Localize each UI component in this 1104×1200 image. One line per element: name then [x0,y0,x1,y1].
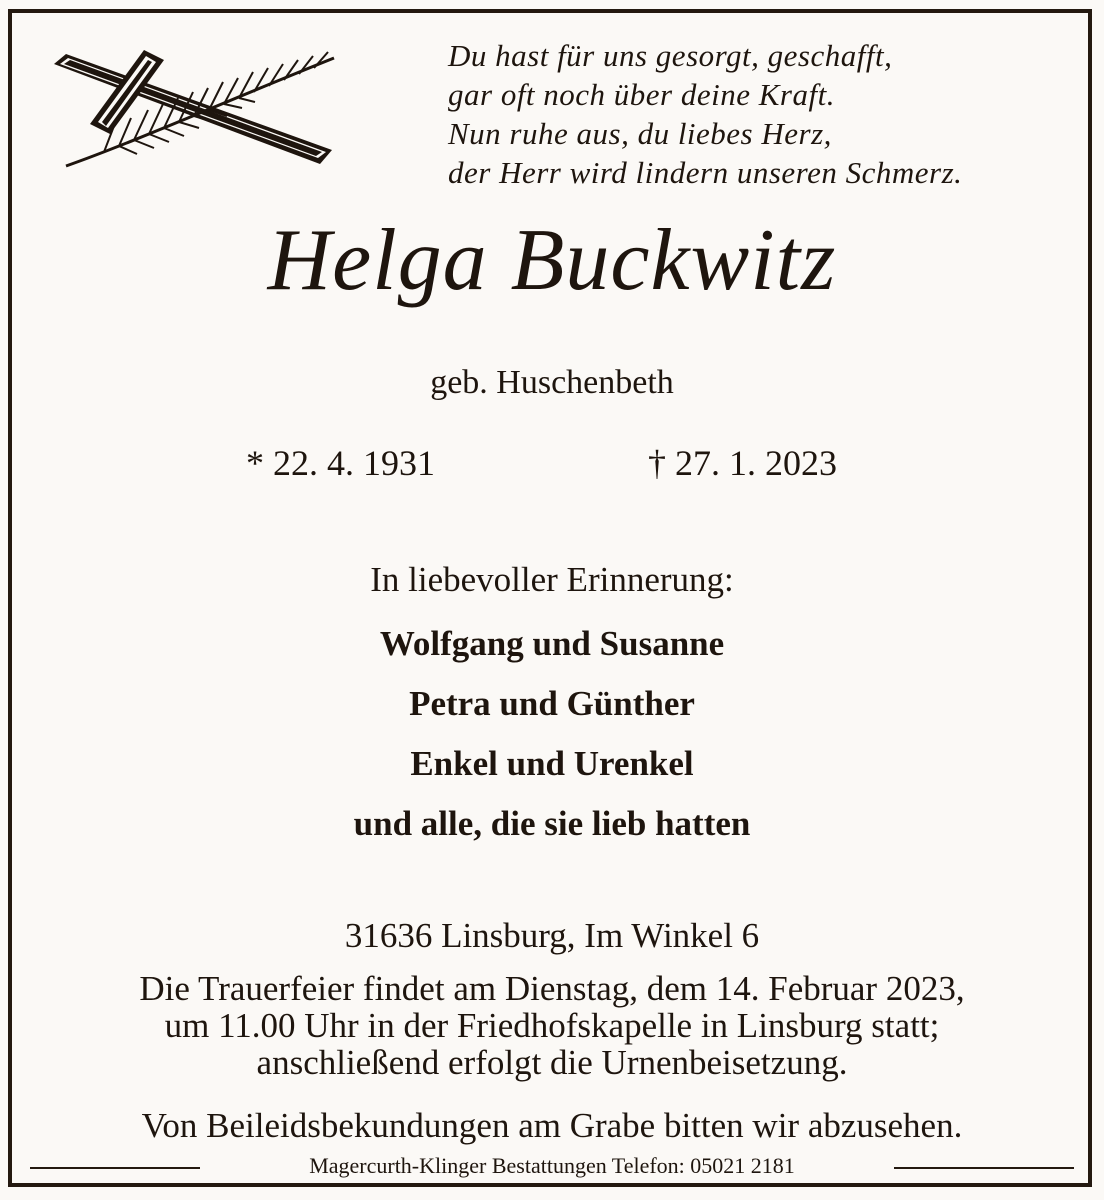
undertaker-info: Magercurth-Klinger Bestattungen Telefon: 05021 2181 [309,1153,795,1178]
cross-with-palm-icon [44,42,344,172]
memory-intro: In liebevoller Erinnerung: [370,560,734,599]
funeral-info [0,970,1104,1081]
poem-line: Nun ruhe aus, du liebes Herz, [448,116,832,151]
mourner-name: Petra und Günther [409,684,695,723]
birth-name: geb. Huschenbeth [430,364,674,401]
address: 31636 Linsburg, Im Winkel 6 [344,916,760,955]
mourner-name: Enkel und Urenkel [410,744,694,783]
funeral-line: anschließend erfolgt die Urnenbeisetzung. [256,1043,848,1082]
footer-rule-right [894,1167,1074,1169]
condolences-note: Von Beileidsbekundungen am Grabe bitten wir abzusehen. [141,1106,963,1145]
deceased-name: Helga Buckwitz [267,212,837,309]
poem-line: der Herr wird lindern unseren Schmerz. [448,155,963,190]
funeral-line: um 11.00 Uhr in der Friedhofskapelle in Linsburg statt; [164,1006,940,1045]
death-date: † 27. 1. 2023 [648,443,837,483]
mourner-list [0,614,1104,854]
mourner-name: Wolfgang und Susanne [379,624,725,663]
birth-date: * 22. 4. 1931 [246,443,435,483]
poem [448,36,1098,192]
poem-line: gar oft noch über deine Kraft. [448,77,835,112]
footer [30,1155,1074,1179]
mourner-name: und alle, die sie lieb hatten [353,804,751,843]
poem-line: Du hast für uns gesorgt, geschafft, [448,38,893,73]
funeral-line: Die Trauerfeier findet am Dienstag, dem 14. Februar 2023, [139,969,965,1008]
